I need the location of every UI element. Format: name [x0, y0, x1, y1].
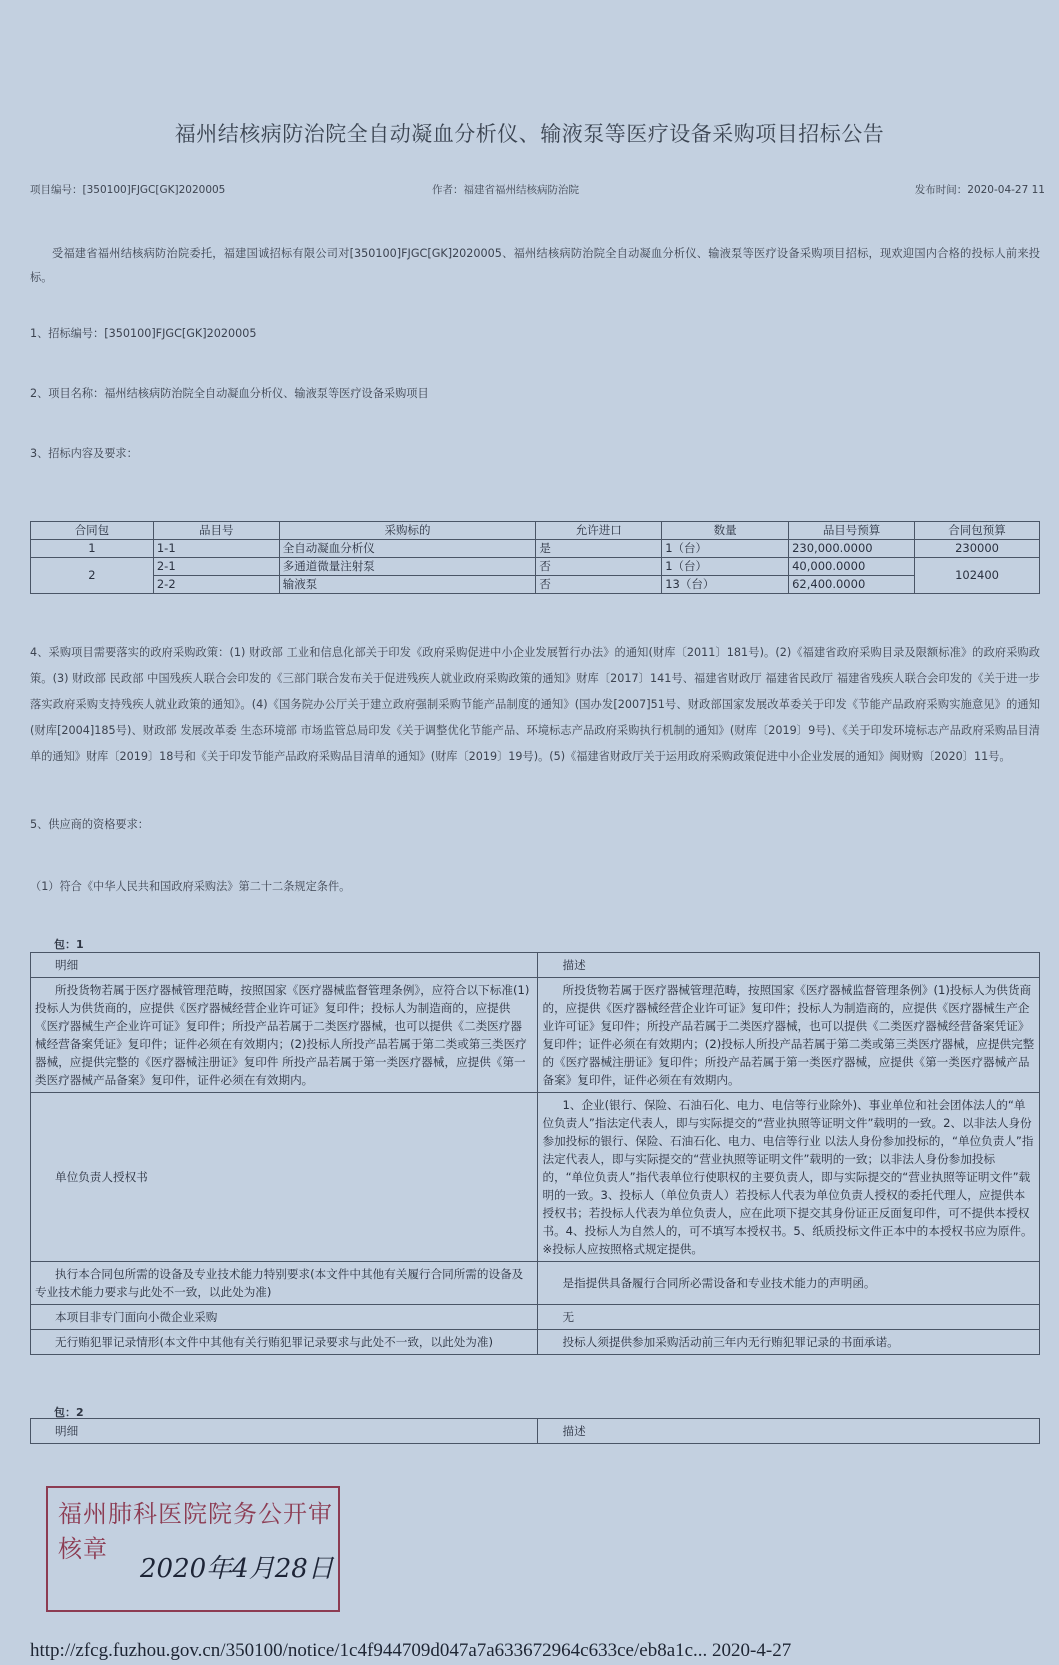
cell-code: 2-2 — [153, 576, 279, 594]
header-cell: 允许进口 — [536, 522, 662, 540]
cell-quantity: 1（台） — [662, 540, 789, 558]
cell-quantity: 13（台） — [662, 576, 789, 594]
cell-package: 1 — [31, 540, 154, 558]
cell-description: 所投货物若属于医疗器械管理范畴，按照国家《医疗器械监督管理条例》(1)投标人为供货商的，应提供《医疗器械经营企业许可证》复印件；投标人为制造商的，应提供《医疗器械生产企业许可证》复印件；所投产品若属于二类医疗器械，也可以提供《二类医疗器械经营备案凭证》复印件；证件必须在有效期内；(2)投标人所投产品若属于第二类或第三类医疗器械，应提供完整的《医疗器械注册证》复印件；所投产品若属于第一类医疗器械，应提供《第一类医疗器械产品备案》复印件，证件必须在有效期内。 — [538, 978, 1040, 1093]
cell-quantity: 1（台） — [662, 558, 789, 576]
header-detail: 明细 — [31, 1419, 538, 1444]
page-title: 福州结核病防治院全自动凝血分析仪、输液泵等医疗设备采购项目招标公告 — [174, 122, 885, 146]
cell-budget: 62,400.0000 — [789, 576, 915, 594]
cell-detail: 单位负责人授权书 — [31, 1093, 538, 1262]
table-row — [31, 1330, 1040, 1355]
cell-description: 无 — [538, 1305, 1040, 1330]
section-2: 2、项目名称：福州结核病防治院全自动凝血分析仪、输液泵等医疗设备采购项目 — [30, 387, 429, 400]
header-cell: 品目号预算 — [789, 522, 915, 540]
cell-package-budget: 102400 — [915, 558, 1040, 594]
stamp-handwritten-date: 2020年4月28日 — [140, 1554, 334, 1584]
cell-code: 2-1 — [153, 558, 279, 576]
header-cell: 合同包 — [31, 522, 154, 540]
table-row — [31, 558, 1040, 576]
cell-import: 是 — [536, 540, 662, 558]
section-3: 3、招标内容及要求： — [30, 447, 138, 460]
table-row — [31, 540, 1040, 558]
table-row — [31, 1093, 1040, 1262]
header-cell: 合同包预算 — [915, 522, 1040, 540]
header-detail: 明细 — [31, 953, 538, 978]
cell-description: 投标人须提供参加采购活动前三年内无行贿犯罪记录的书面承诺。 — [538, 1330, 1040, 1355]
header-cell: 品目号 — [153, 522, 279, 540]
section-5-item-1: （1）符合《中华人民共和国政府采购法》第二十二条规定条件。 — [30, 880, 351, 893]
table-row — [31, 576, 1040, 594]
cell-import: 否 — [536, 558, 662, 576]
section-5: 5、供应商的资格要求： — [30, 818, 149, 831]
cell-detail: 无行贿犯罪记录情形(本文件中其他有关行贿犯罪记录要求与此处不一致，以此处为准) — [31, 1330, 538, 1355]
intro-paragraph: 受福建省福州结核病防治院委托，福建国诚招标有限公司对[350100]FJGC[GK]2020005、福州结核病防治院全自动凝血分析仪、输液泵等医疗设备采购项目招标，现欢迎国内合格的投标人前来投标。 — [30, 247, 1040, 284]
cell-detail: 执行本合同包所需的设备及专业技术能力特别要求(本文件中其他有关履行合同所需的设备及专业技术能力要求与此处不一致，以此处为准) — [31, 1262, 538, 1305]
section-4-policies: 4、采购项目需要落实的政府采购政策：(1) 财政部 工业和信息化部关于印发《政府采购促进中小企业发展暂行办法》的通知(财库〔2011〕181号)。(2)《福建省政府采购目录及限额标准》的政府采购政策。(3) 财政部 民政部 中国残疾人联合会印发的《三部门联合发布关于促进残疾人就业政府采购政策的通知》财库〔2017〕141号、福建省财政厅 福建省民政厅 福建省残疾人联合会印发的《关于进一步落实政府采购支持残疾人就业政策的通知》。(4)《国务院办公厅关于建立政府强制采购节能产品制度的通知》(国办发[2007]51号、财政部国家发展改革委关于印发《节能产品政府采购实施意见》的通知(财库[2004]185号)、财政部 发展改革委 生态环境部 市场监管总局印发《关于调整优化节能产品、环境标志产品政府采购执行机制的通知》(财库〔2019〕9号)、《关于印发环境标志产品政府采购品目清单的通知》财库〔2019〕18号和《关于印发节能产品政府采购品目清单的通知》(财库〔2019〕19号)。(5)《福建省财政厅关于运用政府采购政策促进中小企业发展的通知》闽财购〔2020〕11号。 — [30, 646, 1040, 763]
cell-package-budget: 230000 — [915, 540, 1040, 558]
cell-item: 多通道微量注射泵 — [279, 558, 536, 576]
table-row — [31, 1262, 1040, 1305]
header-description: 描述 — [538, 953, 1040, 978]
table-header-row — [31, 1419, 1040, 1444]
review-stamp — [46, 1486, 340, 1612]
table-row — [31, 978, 1040, 1093]
qualification-table-package-1 — [30, 952, 1040, 1355]
stamp-text: 福州肺科医院院务公开审核章 — [58, 1500, 333, 1563]
section-1: 1、招标编号：[350100]FJGC[GK]2020005 — [30, 327, 257, 340]
cell-import: 否 — [536, 576, 662, 594]
header-cell: 数量 — [662, 522, 789, 540]
page-footer-url: http://zfcg.fuzhou.gov.cn/350100/notice/1c4f944709d047a7a633672964c633ce/eb8a1c... 2020-4-27 — [30, 1640, 792, 1661]
author: 作者：福建省福州结核病防治院 — [432, 184, 579, 196]
cell-item: 全自动凝血分析仪 — [279, 540, 536, 558]
procurement-table — [30, 521, 1040, 594]
cell-item: 输液泵 — [279, 576, 536, 594]
table-header-row — [31, 522, 1040, 540]
cell-detail: 本项目非专门面向小微企业采购 — [31, 1305, 538, 1330]
header-cell: 采购标的 — [279, 522, 536, 540]
package-1-label: 包：1 — [54, 938, 84, 951]
header-description: 描述 — [538, 1419, 1040, 1444]
cell-description: 是指提供具备履行合同所必需设备和专业技术能力的声明函。 — [538, 1262, 1040, 1305]
package-2-label: 包：2 — [54, 1406, 84, 1419]
cell-detail: 所投货物若属于医疗器械管理范畴，按照国家《医疗器械监督管理条例》，应符合以下标准(1)投标人为供货商的，应提供《医疗器械经营企业许可证》复印件；投标人为制造商的，应提供《医疗器械生产企业许可证》复印件；所投产品若属于二类医疗器械，也可以提供《二类医疗器械经营备案凭证》复印件；证件必须在有效期内；(2)投标人所投产品若属于第二类或第三类医疗器械，应提供完整的《医疗器械注册证》复印件 所投产品若属于第一类医疗器械，应提供《第一类医疗器械产品备案》复印件，证件必须在有效期内。 — [31, 978, 538, 1093]
cell-code: 1-1 — [153, 540, 279, 558]
cell-budget: 230,000.0000 — [789, 540, 915, 558]
qualification-table-package-2 — [30, 1418, 1040, 1444]
project-number: 项目编号：[350100]FJGC[GK]2020005 — [30, 184, 226, 196]
cell-description: 1、企业(银行、保险、石油石化、电力、电信等行业除外)、事业单位和社会团体法人的“单位负责人”指法定代表人，即与实际提交的“营业执照等证明文件”载明的一致。2、以非法人身份参加投标的银行、保险、石油石化、电力、电信等行业 以法人身份参加投标的，“单位负责人”指法定代表人，即与实际提交的“营业执照等证明文件”载明的一致；以非法人身份参加投标的，“单位负责人”指代表单位行使职权的主要负责人，即与实际提交的“营业执照等证明文件”载明的一致。3、投标人（单位负责人）若投标人代表为单位负责人授权的委托代理人，应提供本授权书；若投标人代表为单位负责人，应在此项下提交其身份证正反面复印件，可不提供本授权书。4、投标人为自然人的，可不填写本授权书。5、纸质投标文件正本中的本授权书应为原件。※投标人应按照格式规定提供。 — [538, 1093, 1040, 1262]
table-row — [31, 1305, 1040, 1330]
cell-package: 2 — [31, 558, 154, 594]
cell-budget: 40,000.0000 — [789, 558, 915, 576]
publish-time: 发布时间：2020-04-27 11 — [914, 184, 1045, 196]
table-header-row — [31, 953, 1040, 978]
